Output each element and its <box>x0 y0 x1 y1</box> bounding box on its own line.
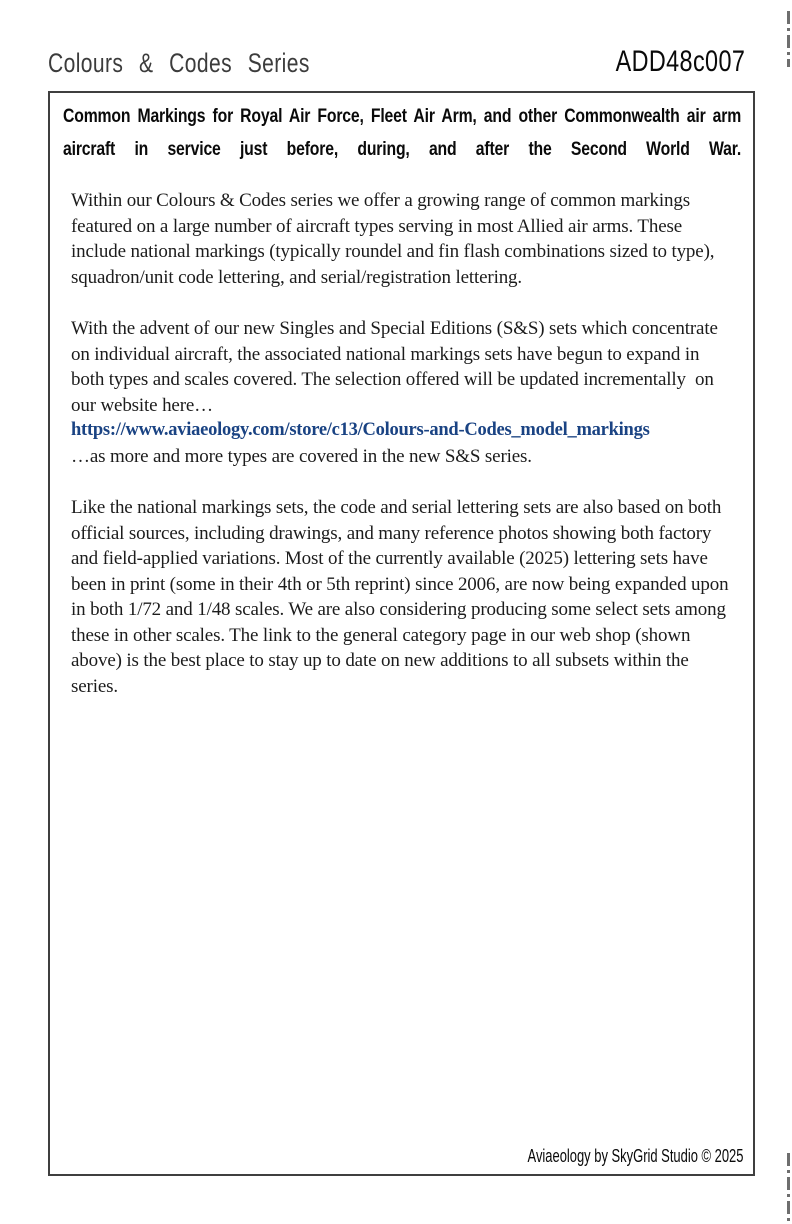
series-title-text: Colours & Codes Series <box>48 48 310 78</box>
paragraph-sns-expansion <box>71 316 729 469</box>
body-copy <box>71 188 734 725</box>
paragraph-sns-text-before-link: With the advent of our new Singles and Special Editions (S&S) sets which concentrate on individual aircraft, the associated national markings sets have begun to expand in both types and scales covered. The selection offered will be updated incrementally on our website here… <box>71 318 723 416</box>
footer-credit-text: Aviaeology by SkyGrid Studio © 2025 <box>527 1145 743 1166</box>
product-code-text: ADD48c007 <box>615 45 745 78</box>
panel-footer <box>435 1145 743 1167</box>
series-title <box>48 48 384 79</box>
info-panel <box>48 91 755 1176</box>
paragraph-lettering-sets: Like the national markings sets, the code and serial lettering sets are also based on both official sources, including drawings, and many reference photos showing both factory and field-applied variations. Most of the currently available (2025) lettering sets have been in print (some in their 4th or 5th reprint) since 2006, are now being expanded upon in both 1/72 and 1/48 scales. We are also considering producing some select sets among these in other scales. The link to the general category page in our web shop (shown above) is the best place to stay up to date on new additions to all subsets within the series. <box>71 497 734 697</box>
trim-mark-top-right <box>787 11 790 67</box>
paragraph-sns-text-after-link: …as more and more types are covered in the new S&S series. <box>71 445 532 467</box>
trim-mark-bottom-right <box>787 1153 790 1222</box>
category-page-link[interactable]: https://www.aviaeology.com/store/c13/Colours-and-Codes_model_markings <box>71 420 650 440</box>
paragraph-series-overview: Within our Colours & Codes series we offer a growing range of common markings featured on a large number of aircraft types serving in most Allied air arms. These include national markings (typically roundel and fin flash combinations sized to type), squadron/unit code lettering, and serial/registration lettering. <box>71 190 719 288</box>
panel-heading: Common Markings for Royal Air Force, Fleet Air Arm, and other Commonwealth air arm aircraft in service just before, during, and after the Second World War. <box>63 106 742 160</box>
product-code <box>579 45 745 79</box>
